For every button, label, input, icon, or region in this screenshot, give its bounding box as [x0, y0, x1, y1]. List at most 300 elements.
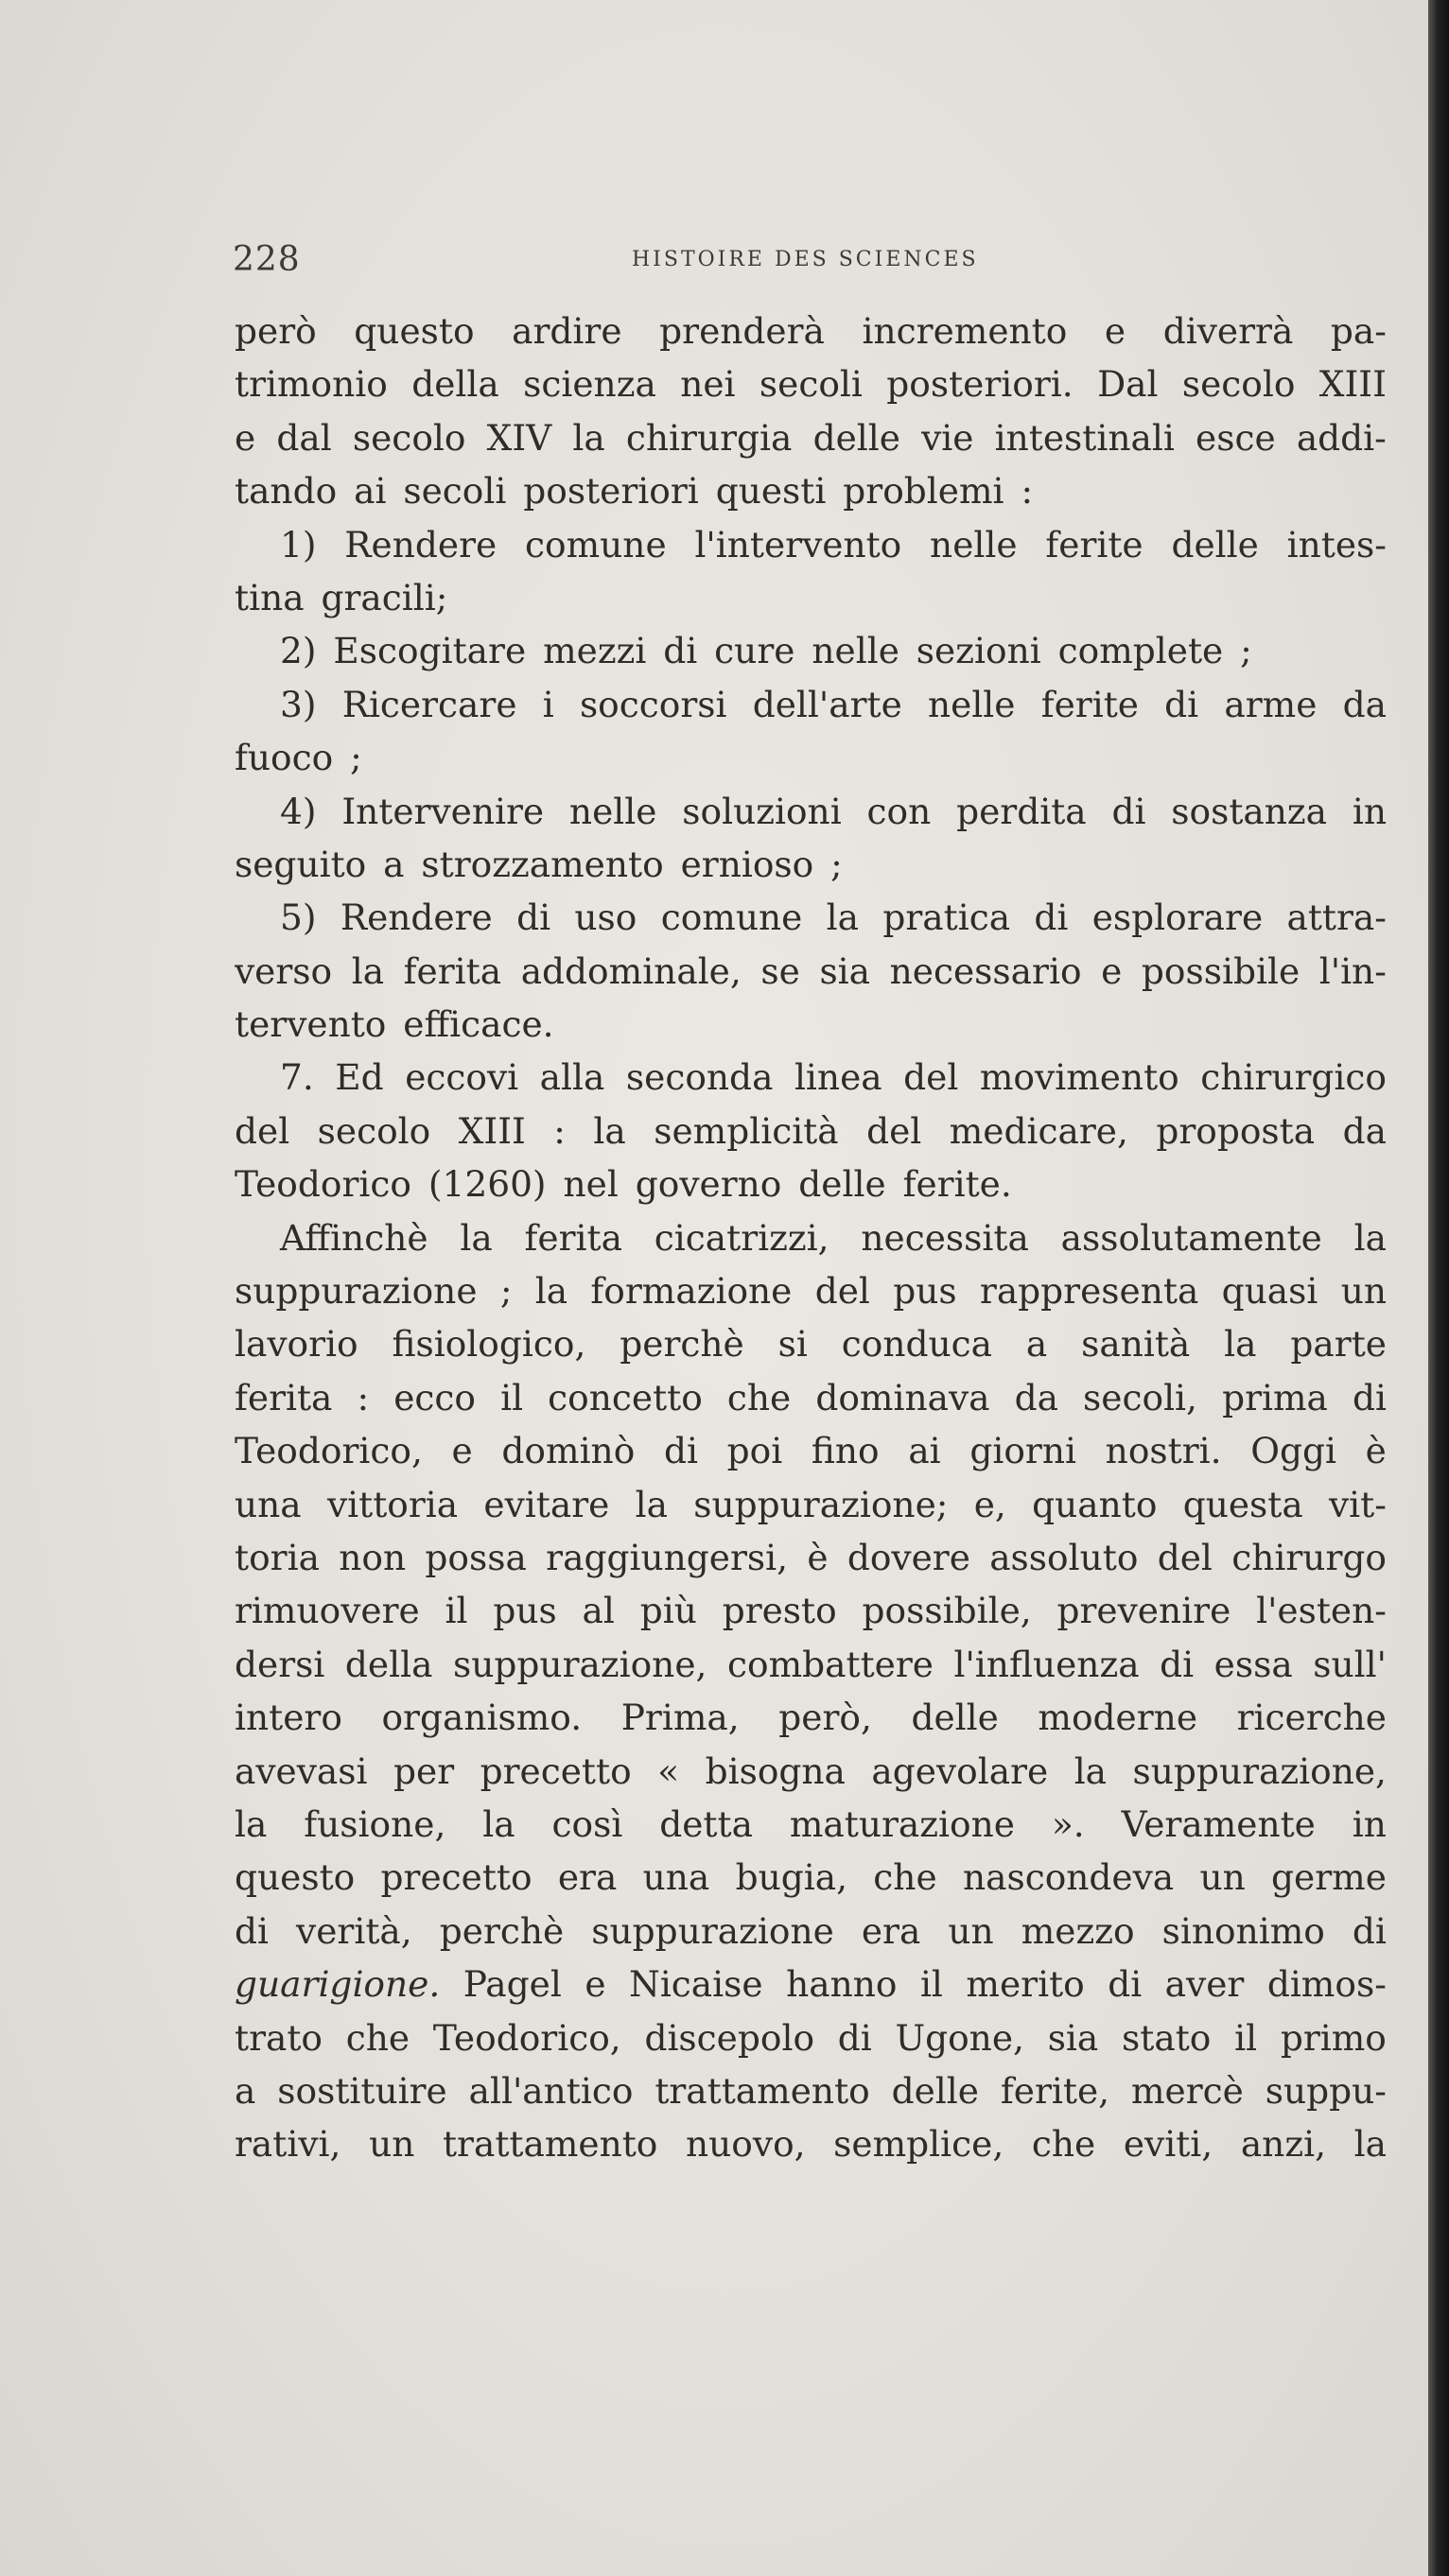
word: rappresenta — [979, 1270, 1199, 1313]
word: dominò — [501, 1430, 636, 1472]
word: da — [1342, 683, 1387, 725]
running-head: HISTOIRE DES SCIENCES — [632, 248, 979, 271]
word: nostri. — [1105, 1430, 1222, 1472]
word: sia — [1047, 2016, 1099, 2059]
word: 5) — [280, 896, 317, 939]
text-line — [235, 571, 1387, 624]
word: secoli, — [1083, 1376, 1197, 1419]
word: detta — [659, 1802, 753, 1845]
word: l'in- — [1318, 949, 1387, 992]
word: anzi, — [1240, 2123, 1327, 2166]
word: verità, — [296, 1909, 412, 1952]
word: presto — [722, 1590, 837, 1632]
word: posteriori. — [886, 363, 1074, 406]
word: conduca — [841, 1323, 992, 1366]
word: discepolo — [644, 2016, 815, 2059]
word: concetto — [548, 1376, 703, 1419]
word: sull' — [1313, 1643, 1387, 1685]
page-edge-shadow — [1428, 0, 1449, 2576]
word: dominava — [815, 1376, 990, 1419]
word: più — [639, 1590, 697, 1632]
word: eviti, — [1123, 2123, 1213, 2166]
text-line — [235, 1424, 1387, 1477]
word: dal — [276, 416, 332, 459]
word: delle — [1171, 523, 1259, 566]
word: proposta — [1156, 1109, 1316, 1152]
line-text: tando ai secoli posteriori questi problemi : — [235, 470, 1034, 513]
word: che — [345, 2016, 410, 2059]
word: trimonio — [235, 363, 388, 406]
word: che — [726, 1376, 792, 1419]
text-line — [235, 624, 1387, 677]
text-line — [235, 464, 1387, 517]
word: il — [500, 1376, 524, 1419]
word: Pagel — [463, 1963, 562, 2006]
word: del — [814, 1270, 870, 1313]
word: Rendere — [344, 523, 498, 566]
text-line — [235, 945, 1387, 998]
word: del — [903, 1056, 959, 1099]
word: se — [760, 949, 800, 992]
word: : — [357, 1376, 370, 1419]
word: Affinchè — [280, 1216, 428, 1259]
word: verso — [235, 949, 333, 992]
word: suppu- — [1265, 2069, 1387, 2112]
word: 4) — [280, 790, 317, 832]
word: formazione — [590, 1270, 793, 1313]
text-line — [235, 1105, 1387, 1157]
word: così — [551, 1802, 623, 1845]
text-line — [235, 1264, 1387, 1317]
word: e — [235, 416, 256, 459]
word: 1) — [280, 523, 317, 566]
word: addominale, — [520, 949, 742, 992]
word: mercè — [1130, 2069, 1244, 2112]
word: necessita — [861, 1216, 1029, 1259]
word: la — [1353, 1216, 1387, 1259]
word: un — [1340, 1270, 1387, 1313]
word: scienza — [523, 363, 656, 406]
word: avevasi — [235, 1749, 368, 1792]
text-line — [235, 518, 1387, 571]
text-line — [235, 1157, 1387, 1210]
word: da — [1014, 1376, 1058, 1419]
word: quanto — [1032, 1483, 1158, 1525]
word: possibile — [1141, 949, 1301, 992]
word: delle — [812, 416, 900, 459]
line-text: tervento efficace. — [235, 1003, 554, 1046]
word: dell'arte — [752, 683, 902, 725]
word: Teodorico, — [235, 1430, 423, 1472]
word: arme — [1224, 683, 1318, 725]
word: Dal — [1097, 363, 1159, 406]
word: germe — [1271, 1856, 1387, 1899]
word: la — [1074, 1749, 1108, 1792]
word: quasi — [1221, 1270, 1318, 1313]
word: però — [235, 310, 317, 352]
word: Prima, — [620, 1697, 740, 1739]
word: la — [572, 416, 605, 459]
word: ; — [499, 1270, 513, 1313]
word: di — [1034, 896, 1069, 939]
word: precetto — [480, 1749, 632, 1792]
word: toria — [235, 1536, 320, 1578]
word: a — [1025, 1323, 1048, 1366]
word: ecco — [393, 1376, 476, 1419]
word: pus — [893, 1270, 957, 1313]
word: hanno — [786, 1963, 898, 2006]
word: XIV — [486, 416, 552, 459]
word: la — [482, 1802, 515, 1845]
word: linea — [794, 1056, 882, 1099]
word: Veramente — [1121, 1802, 1316, 1845]
word: fusione, — [304, 1802, 446, 1845]
word: per — [393, 1749, 455, 1792]
word: di — [1108, 1963, 1143, 2006]
text-line — [235, 1691, 1387, 1744]
word: era — [557, 1856, 618, 1899]
text-line — [235, 1798, 1387, 1851]
word: vittoria — [326, 1483, 459, 1525]
body-text — [235, 305, 1387, 2171]
word: primo — [1280, 2016, 1387, 2059]
word: suppurazione — [235, 1270, 478, 1313]
word: trato — [235, 2016, 323, 2059]
word: addi- — [1296, 416, 1387, 459]
word: nascondeva — [962, 1856, 1175, 1899]
word: trattamento — [442, 2123, 658, 2166]
word: Intervenire — [341, 790, 545, 832]
word: di — [1160, 1643, 1195, 1685]
word: è — [1365, 1430, 1387, 1472]
text-line — [235, 1317, 1387, 1370]
text-line — [235, 1958, 1387, 2010]
word: di — [1164, 683, 1199, 725]
word: guarigione. — [235, 1963, 441, 2006]
word: bisogna — [705, 1749, 846, 1792]
word: al — [582, 1590, 615, 1632]
word: sostituire — [277, 2069, 447, 2112]
word: ferite — [1040, 683, 1139, 725]
word: suppurazione, — [1132, 1749, 1387, 1792]
word: secoli — [759, 363, 863, 406]
word: un — [948, 1909, 994, 1952]
word: : — [553, 1109, 566, 1152]
word: parte — [1290, 1323, 1387, 1366]
word: la — [351, 949, 385, 992]
text-line — [235, 838, 1387, 891]
text-line — [235, 1531, 1387, 1584]
word: rativi, — [235, 2123, 341, 2166]
word: evitare — [483, 1483, 610, 1525]
word: 7. — [280, 1056, 314, 1099]
word: delle — [911, 1697, 999, 1739]
text-line — [235, 411, 1387, 464]
word: perchè — [620, 1323, 744, 1366]
word: all'antico — [468, 2069, 634, 2112]
word: suppurazione; — [693, 1483, 949, 1525]
text-line — [235, 2011, 1387, 2064]
word: XIII — [458, 1109, 526, 1152]
text-line — [235, 1211, 1387, 1264]
word: fisiologico, — [392, 1323, 586, 1366]
word: chirurgia — [625, 416, 793, 459]
word: suppurazione, — [453, 1643, 707, 1685]
word: e — [1101, 949, 1123, 992]
word: sinonimo — [1161, 1909, 1325, 1952]
word: trattamento — [655, 2069, 870, 2112]
text-line — [235, 1905, 1387, 1958]
word: e, — [973, 1483, 1006, 1525]
word: essa — [1213, 1643, 1293, 1685]
word: nelle — [930, 523, 1018, 566]
word: una — [642, 1856, 710, 1899]
word: ferite, — [1000, 2069, 1110, 2112]
word: secolo — [352, 416, 466, 459]
word: della — [411, 363, 499, 406]
page-number: 228 — [233, 240, 301, 279]
word: pratica — [882, 896, 1011, 939]
word: delle — [891, 2069, 979, 2112]
word: ardire — [512, 310, 622, 352]
word: bugia, — [735, 1856, 848, 1899]
word: una — [235, 1483, 302, 1525]
word: sanità — [1081, 1323, 1191, 1366]
word: nelle — [927, 683, 1016, 725]
word: la — [635, 1483, 668, 1525]
word: nuovo, — [686, 2123, 806, 2166]
word: attra- — [1286, 896, 1387, 939]
word: vit- — [1329, 1483, 1387, 1525]
word: di — [837, 2016, 872, 2059]
word: pus — [493, 1590, 557, 1632]
line-text: fuoco ; — [235, 737, 362, 779]
word: l'esten- — [1256, 1590, 1387, 1632]
word: stato — [1122, 2016, 1212, 2059]
word: chirurgico — [1200, 1056, 1387, 1099]
word: di — [516, 896, 551, 939]
word: soluzioni — [682, 790, 842, 832]
word: di — [1111, 790, 1146, 832]
text-line — [235, 1371, 1387, 1424]
line-text: 2) Escogitare mezzi di cure nelle sezioni complete ; — [280, 630, 1252, 672]
word: la — [1353, 2123, 1387, 2166]
word: Rendere — [340, 896, 493, 939]
word: intes- — [1286, 523, 1387, 566]
word: era — [861, 1909, 921, 1952]
word: ai — [908, 1430, 941, 1472]
word: l'intervento — [694, 523, 902, 566]
word: seconda — [625, 1056, 774, 1099]
word: perdita — [956, 790, 1087, 832]
word: che — [873, 1856, 937, 1899]
word: organismo. — [381, 1697, 583, 1739]
word: nei — [680, 363, 736, 406]
word: assoluto — [989, 1536, 1139, 1578]
text-line — [235, 2117, 1387, 2170]
word: la — [826, 896, 860, 939]
text-line — [235, 1584, 1387, 1637]
text-line — [235, 2064, 1387, 2117]
word: pa- — [1330, 310, 1387, 352]
word: Oggi — [1250, 1430, 1336, 1472]
word: movimento — [979, 1056, 1179, 1099]
word: intero — [235, 1697, 342, 1739]
word: non — [339, 1536, 407, 1578]
word: mezzo — [1021, 1909, 1135, 1952]
word: però, — [778, 1697, 872, 1739]
line-text: seguito a strozzamento ernioso ; — [235, 843, 843, 885]
word: il — [919, 1963, 943, 2006]
word: aver — [1164, 1963, 1245, 2006]
word: eccovi — [405, 1056, 519, 1099]
word: un — [1199, 1856, 1246, 1899]
word: questo — [235, 1856, 356, 1899]
word: da — [1342, 1109, 1387, 1152]
word: semplicità — [654, 1109, 839, 1152]
line-text: Teodorico (1260) nel governo delle ferite. — [235, 1163, 1012, 1206]
word: raggiungersi, — [546, 1536, 789, 1578]
word: sia — [819, 949, 871, 992]
text-line — [235, 1478, 1387, 1531]
word: di — [235, 1909, 269, 1952]
word: Ricercare — [341, 683, 517, 725]
word: intestinali — [994, 416, 1175, 459]
text-line — [235, 731, 1387, 784]
word: con — [866, 790, 932, 832]
text-line — [235, 785, 1387, 838]
word: la — [235, 1802, 268, 1845]
word: ferita — [524, 1216, 622, 1259]
word: secolo — [1181, 363, 1296, 406]
word: possibile, — [862, 1590, 1032, 1632]
word: la — [1224, 1323, 1257, 1366]
word: ferita — [403, 949, 502, 992]
word: la — [534, 1270, 568, 1313]
word: nelle — [568, 790, 657, 832]
word: moderne — [1038, 1697, 1198, 1739]
word: chirurgo — [1231, 1536, 1387, 1578]
word: e — [585, 1963, 606, 2006]
word: secolo — [317, 1109, 431, 1152]
word: prima — [1222, 1376, 1328, 1419]
word: Teodorico, — [432, 2016, 621, 2059]
word: di — [663, 1430, 698, 1472]
word: ricerche — [1236, 1697, 1387, 1739]
word: alla — [539, 1056, 605, 1099]
word: dimos- — [1266, 1963, 1387, 2006]
word: lavorio — [235, 1323, 358, 1366]
word: poi — [726, 1430, 783, 1472]
word: il — [1234, 2016, 1258, 2059]
word: diverrà — [1162, 310, 1294, 352]
word: 3) — [280, 683, 317, 725]
word: assolutamente — [1060, 1216, 1322, 1259]
word: Ed — [335, 1056, 384, 1099]
word: ferite — [1045, 523, 1143, 566]
word: precetto — [380, 1856, 532, 1899]
word: vie — [921, 416, 974, 459]
word: incremento — [862, 310, 1068, 352]
word: sostanza — [1171, 790, 1328, 832]
text-line — [235, 891, 1387, 944]
word: XIII — [1318, 363, 1387, 406]
word: la — [460, 1216, 493, 1259]
word: del — [1157, 1536, 1213, 1578]
word: di — [1352, 1376, 1387, 1419]
word: comune — [660, 896, 803, 939]
word: del — [866, 1109, 922, 1152]
text-line — [235, 357, 1387, 410]
word: Ugone, — [895, 2016, 1024, 2059]
word: Nicaise — [629, 1963, 763, 2006]
text-line — [235, 1051, 1387, 1104]
word: a — [235, 2069, 256, 2112]
word: un — [369, 2123, 415, 2166]
word: soccorsi — [579, 683, 727, 725]
word: dersi — [235, 1643, 325, 1685]
word: ». — [1051, 1802, 1085, 1845]
word: uso — [574, 896, 637, 939]
word: necessario — [889, 949, 1082, 992]
word: di — [1352, 1909, 1387, 1952]
word: esce — [1196, 416, 1276, 459]
word: del — [235, 1109, 290, 1152]
word: è — [807, 1536, 829, 1578]
text-line — [235, 1745, 1387, 1798]
word: merito — [966, 1963, 1085, 2006]
word: prevenire — [1056, 1590, 1231, 1632]
word: comune — [525, 523, 667, 566]
word: fino — [811, 1430, 880, 1472]
word: prenderà — [659, 310, 825, 352]
word: perchè — [439, 1909, 565, 1952]
word: si — [777, 1323, 808, 1366]
word: possa — [425, 1536, 527, 1578]
word: della — [344, 1643, 433, 1685]
text-line — [235, 1851, 1387, 1904]
word: medicare, — [949, 1109, 1128, 1152]
text-line — [235, 1638, 1387, 1691]
word: cicatrizzi, — [654, 1216, 829, 1259]
word: « — [657, 1749, 680, 1792]
word: e — [1104, 310, 1126, 352]
line-text: tina gracili; — [235, 576, 448, 618]
word: questa — [1182, 1483, 1303, 1525]
word: ferita — [235, 1376, 333, 1419]
word: combattere — [727, 1643, 934, 1685]
word: dovere — [847, 1536, 970, 1578]
word: in — [1352, 1802, 1387, 1845]
page-header — [233, 240, 1415, 297]
word: in — [1352, 790, 1387, 832]
word: semplice, — [833, 2123, 1004, 2166]
word: i — [542, 683, 554, 725]
word: rimuovere — [235, 1590, 420, 1632]
word: che — [1031, 2123, 1096, 2166]
word: maturazione — [789, 1802, 1015, 1845]
word: l'influenza — [953, 1643, 1140, 1685]
word: suppurazione — [591, 1909, 834, 1952]
word: la — [593, 1109, 626, 1152]
word: e — [451, 1430, 473, 1472]
text-line — [235, 305, 1387, 357]
text-line — [235, 678, 1387, 731]
text-line — [235, 998, 1387, 1051]
word: giorni — [969, 1430, 1076, 1472]
word: il — [445, 1590, 468, 1632]
word: agevolare — [871, 1749, 1049, 1792]
